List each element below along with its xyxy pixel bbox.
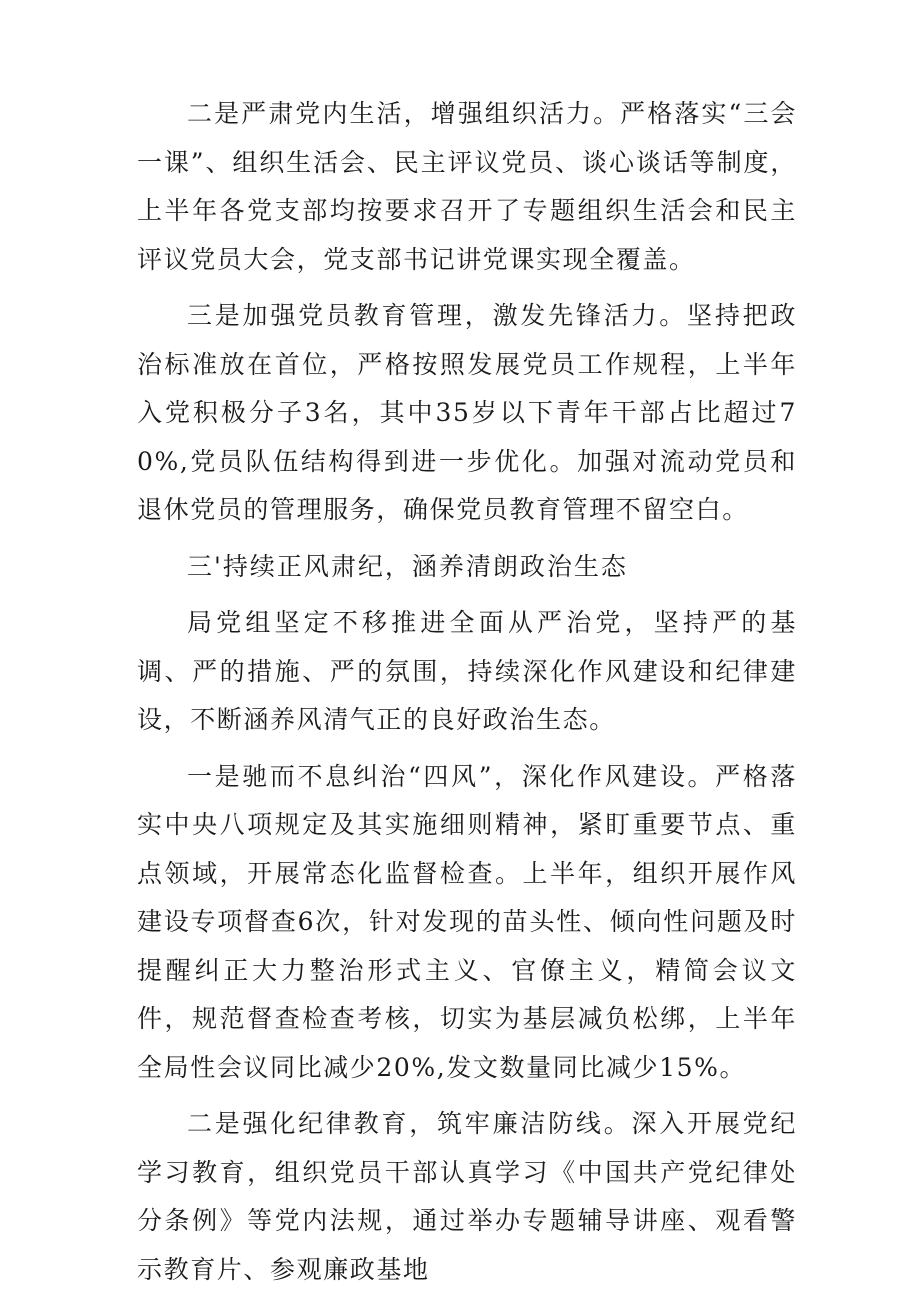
section-heading-discipline: 三'持续正风肃纪，涵养清朗政治生态 bbox=[187, 551, 628, 581]
paragraph-four-winds: 一是驰而不息纠治“四风”，深化作风建设。严格落实中央八项规定及其实施细则精神，紧盯重要节点、重点领域，开展常态化监督检查。上半年，组织开展作风建设专项督查6次，针对发现的苗头性、倾向性问题及时提醒纠正大力整治形式主义、官僚主义，精简会议文件，规范督查检查考核，切实为基层减负松绑，上半年全局性会议同比减少20%,发文数量同比减少15%。 bbox=[137, 761, 797, 1082]
paragraph-party-governance: 局党组坚定不移推进全面从严治党，坚持严的基调、严的措施、严的氛围，持续深化作风建设和纪律建设，不断涵养风清气正的良好政治生态。 bbox=[137, 608, 797, 734]
document-body bbox=[137, 90, 797, 1302]
paragraph-discipline-education: 二是强化纪律教育，筑牢廉洁防线。深入开展党纪学习教育，组织党员干部认真学习《中国共产党纪律处分条例》等党内法规，通过举办专题辅导讲座、观看警示教育片、参观廉政基地 bbox=[137, 1109, 797, 1284]
paragraph-member-education: 三是加强党员教育管理，激发先锋活力。坚持把政治标准放在首位，严格按照发展党员工作规程，上半年入党积极分子3名，其中35岁以下青年干部占比超过70%,党员队伍结构得到进一步优化。加强对流动党员和退休党员的管理服务，确保党员教育管理不留空白。 bbox=[137, 301, 797, 524]
paragraph-organizational-life: 二是严肃党内生活，增强组织活力。严格落实“三会一课”、组织生活会、民主评议党员、谈心谈话等制度，上半年各党支部均按要求召开了专题组织生活会和民主评议党员大会，党支部书记讲党课实现全覆盖。 bbox=[137, 99, 797, 274]
